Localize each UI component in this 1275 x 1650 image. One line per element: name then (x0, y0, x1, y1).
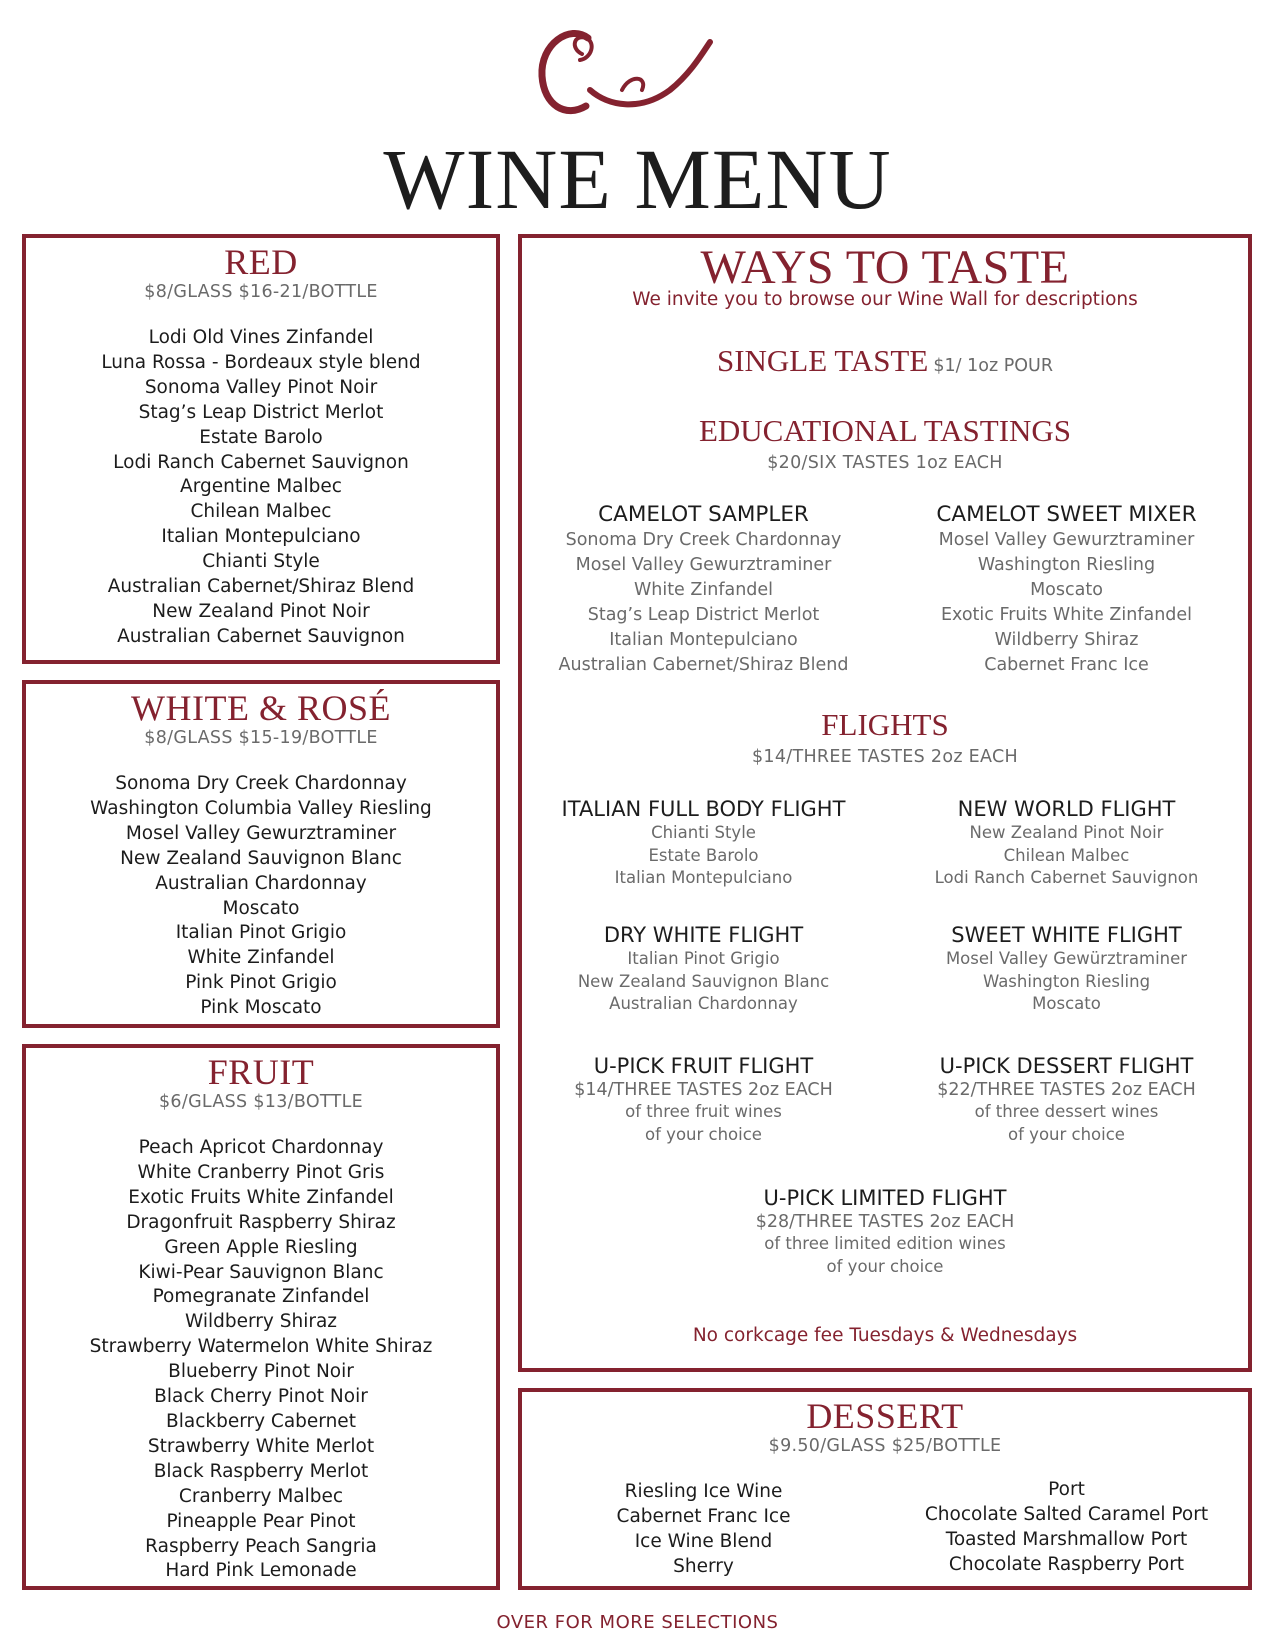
list-item: Cabernet Franc Ice (616, 1505, 791, 1527)
white-rose-price: $8/GLASS $15-19/BOTTLE (144, 728, 378, 748)
red-price: $8/GLASS $16-21/BOTTLE (144, 282, 378, 302)
list-item: Chianti Style (202, 551, 320, 573)
list-item: Exotic Fruits White Zinfandel (940, 605, 1193, 625)
list-item: Washington Columbia Valley Riesling (90, 797, 432, 819)
wine-wall-invite: We invite you to browse our Wine Wall for descriptions (632, 289, 1138, 310)
ways-to-taste-section (518, 234, 1252, 1372)
u-pick-limited-price: $28/THREE TASTES 2oz EACH (755, 1212, 1015, 1232)
dessert-price: $9.50/GLASS $25/BOTTLE (768, 1436, 1002, 1456)
sweet-white-flight-title: SWEET WHITE FLIGHT (951, 923, 1182, 947)
u-pick-fruit-flight-title: U-PICK FRUIT FLIGHT (593, 1054, 814, 1078)
corkage-note: No corkcage fee Tuesdays & Wednesdays (692, 1325, 1078, 1346)
list-item: Mosel Valley Gewurztraminer (938, 530, 1195, 550)
list-item: of your choice (826, 1256, 944, 1276)
u-pick-fruit-flight (522, 1053, 885, 1146)
list-item: Moscato (222, 897, 300, 919)
list-item: Sherry (673, 1555, 734, 1577)
list-item: Raspberry Peach Sangria (145, 1535, 377, 1557)
fruit-title: FRUIT (207, 1052, 315, 1092)
list-item: Australian Cabernet/Shiraz Blend (558, 655, 849, 675)
list-item: Mosel Valley Gewurztraminer (125, 822, 397, 844)
list-item: Australian Chardonnay (609, 994, 798, 1013)
italian-flight-title: ITALIAN FULL BODY FLIGHT (561, 797, 846, 821)
footer-note: OVER FOR MORE SELECTIONS (496, 1612, 779, 1633)
list-item: Sonoma Dry Creek Chardonnay (565, 530, 842, 550)
list-item: Kiwi-Pear Sauvignon Blanc (138, 1261, 384, 1283)
list-item: of three limited edition wines (764, 1234, 1006, 1253)
list-item: Argentine Malbec (180, 476, 342, 498)
u-pick-dessert-flight-title: U-PICK DESSERT FLIGHT (939, 1054, 1194, 1078)
list-item: of three fruit wines (625, 1102, 782, 1121)
dessert-lists (522, 1478, 1248, 1580)
list-item: Stag’s Leap District Merlot (587, 605, 820, 625)
list-item: Sonoma Dry Creek Chardonnay (115, 773, 407, 794)
camelot-sweet-mixer-title: CAMELOT SWEET MIXER (936, 502, 1197, 527)
list-item: Mosel Valley Gewurztraminer (575, 555, 832, 575)
list-item: Wildberry Shiraz (994, 630, 1139, 650)
list-item: Strawberry Watermelon White Shiraz (89, 1336, 433, 1358)
sweet-white-flight (885, 922, 1248, 1016)
list-item: of your choice (645, 1124, 762, 1144)
red-wine-section (22, 234, 500, 664)
camelot-sampler (522, 502, 885, 678)
list-item: Sonoma Valley Pinot Noir (144, 376, 378, 398)
white-rose-title: WHITE & ROSÉ (131, 688, 391, 728)
list-item: Cranberry Malbec (178, 1485, 344, 1507)
list-item: Hard Pink Lemonade (165, 1560, 357, 1582)
list-item: Italian Pinot Grigio (627, 949, 780, 968)
camelot-sampler-title: CAMELOT SAMPLER (598, 502, 809, 527)
single-taste-heading (522, 344, 1248, 378)
list-item: Mosel Valley Gewürztraminer (945, 949, 1188, 968)
list-item: Pineapple Pear Pinot (166, 1510, 356, 1532)
list-item: Ice Wine Blend (634, 1530, 773, 1552)
list-item: Stag’s Leap District Merlot (138, 401, 384, 423)
list-item: New Zealand Pinot Noir (969, 823, 1164, 842)
flights-title: FLIGHTS (821, 707, 949, 742)
u-pick-limited-flight (522, 1185, 1248, 1278)
list-item: Australian Cabernet/Shiraz Blend (107, 576, 415, 598)
list-item: White Cranberry Pinot Gris (137, 1161, 385, 1183)
white-rose-section (22, 680, 500, 1028)
list-item: Lodi Ranch Cabernet Sauvignon (113, 451, 409, 473)
list-item: Australian Cabernet Sauvignon (117, 625, 405, 647)
fruit-price: $6/GLASS $13/BOTTLE (159, 1092, 363, 1112)
white-rose-wine-list (26, 772, 496, 1021)
dessert-list-right (885, 1478, 1248, 1580)
u-pick-fruit-price: $14/THREE TASTES 2oz EACH (574, 1080, 833, 1100)
list-item: Chilean Malbec (190, 501, 332, 523)
list-item: New Zealand Sauvignon Blanc (120, 847, 402, 869)
list-item: Estate Barolo (648, 845, 759, 865)
list-item: Cabernet Franc Ice (984, 655, 1149, 675)
educational-tastings-title: EDUCATIONAL TASTINGS (698, 413, 1072, 448)
list-item: Italian Montepulciano (609, 630, 798, 650)
list-item: Blackberry Cabernet (166, 1410, 356, 1432)
list-item: Blueberry Pinot Noir (168, 1361, 354, 1383)
list-item: Green Apple Riesling (164, 1236, 358, 1258)
list-item: Port (1048, 1479, 1085, 1500)
list-item: Pink Moscato (200, 997, 322, 1019)
list-item: Italian Montepulciano (161, 526, 361, 548)
list-item: Chocolate Raspberry Port (948, 1553, 1185, 1575)
list-item: Toasted Marshmallow Port (945, 1528, 1188, 1550)
list-item: Pink Pinot Grigio (185, 972, 337, 994)
list-item: Black Raspberry Merlot (153, 1460, 369, 1482)
flights-price: $14/THREE TASTES 2oz EACH (751, 747, 1018, 767)
single-taste-price: $1/ 1oz POUR (933, 356, 1054, 376)
page-title: WINE MENU (383, 131, 892, 227)
list-item: Australian Chardonnay (155, 872, 367, 894)
list-item: Pomegranate Zinfandel (152, 1286, 370, 1308)
flights-row-2 (522, 922, 1248, 1016)
fruit-wine-section (22, 1044, 500, 1590)
list-item: Moscato (1030, 580, 1103, 600)
dessert-wine-section (518, 1388, 1252, 1590)
list-item: Luna Rossa - Bordeaux style blend (101, 351, 421, 373)
red-title: RED (224, 242, 298, 282)
ways-to-taste-title: WAYS TO TASTE (700, 241, 1070, 294)
red-wine-list (26, 326, 496, 650)
u-pick-limited-flight-title: U-PICK LIMITED FLIGHT (763, 1186, 1007, 1210)
list-item: Italian Pinot Grigio (175, 922, 347, 944)
list-item: Chocolate Salted Caramel Port (924, 1503, 1209, 1525)
italian-full-body-flight (522, 796, 885, 890)
u-pick-dessert-flight (885, 1053, 1248, 1146)
u-pick-dessert-price: $22/THREE TASTES 2oz EACH (937, 1080, 1196, 1100)
list-item: Black Cherry Pinot Noir (154, 1386, 368, 1408)
list-item: of your choice (1008, 1124, 1125, 1144)
list-item: Chilean Malbec (1003, 845, 1130, 865)
dessert-title: DESSERT (806, 1396, 964, 1436)
dry-white-flight (522, 922, 885, 1016)
list-item: Washington Riesling (977, 555, 1156, 575)
camelot-sweet-mixer (885, 502, 1248, 678)
list-item: Washington Riesling (982, 971, 1151, 991)
single-taste-title: SINGLE TASTE (716, 343, 929, 378)
list-item: Italian Montepulciano (614, 868, 793, 887)
new-world-flight (885, 796, 1248, 890)
list-item: Lodi Ranch Cabernet Sauvignon (934, 868, 1199, 887)
educational-tastings-price: $20/SIX TASTES 1oz EACH (767, 453, 1003, 473)
flights-row-1 (522, 796, 1248, 890)
list-item: Peach Apricot Chardonnay (138, 1137, 384, 1158)
list-item: Moscato (1032, 994, 1101, 1013)
list-item: Exotic Fruits White Zinfandel (128, 1186, 394, 1208)
list-item: Dragonfruit Raspberry Shiraz (126, 1211, 396, 1233)
new-world-flight-title: NEW WORLD FLIGHT (957, 797, 1176, 821)
list-item: New Zealand Pinot Noir (152, 600, 370, 622)
list-item: of three dessert wines (974, 1102, 1159, 1121)
fruit-wine-list (26, 1136, 496, 1584)
flights-row-3 (522, 1053, 1248, 1146)
list-item: Riesling Ice Wine (624, 1481, 783, 1502)
list-item: New Zealand Sauvignon Blanc (577, 971, 830, 991)
educational-options (522, 502, 1248, 678)
list-item: Estate Barolo (199, 426, 323, 448)
script-c-logo-icon (530, 14, 720, 124)
list-item: Chianti Style (651, 823, 756, 842)
list-item: Strawberry White Merlot (147, 1435, 375, 1457)
list-item: White Zinfandel (633, 580, 774, 600)
list-item: Lodi Old Vines Zinfandel (148, 327, 374, 348)
dessert-list-left (522, 1478, 885, 1580)
dry-white-flight-title: DRY WHITE FLIGHT (603, 923, 804, 947)
list-item: White Zinfandel (187, 947, 335, 969)
list-item: Wildberry Shiraz (184, 1311, 337, 1333)
